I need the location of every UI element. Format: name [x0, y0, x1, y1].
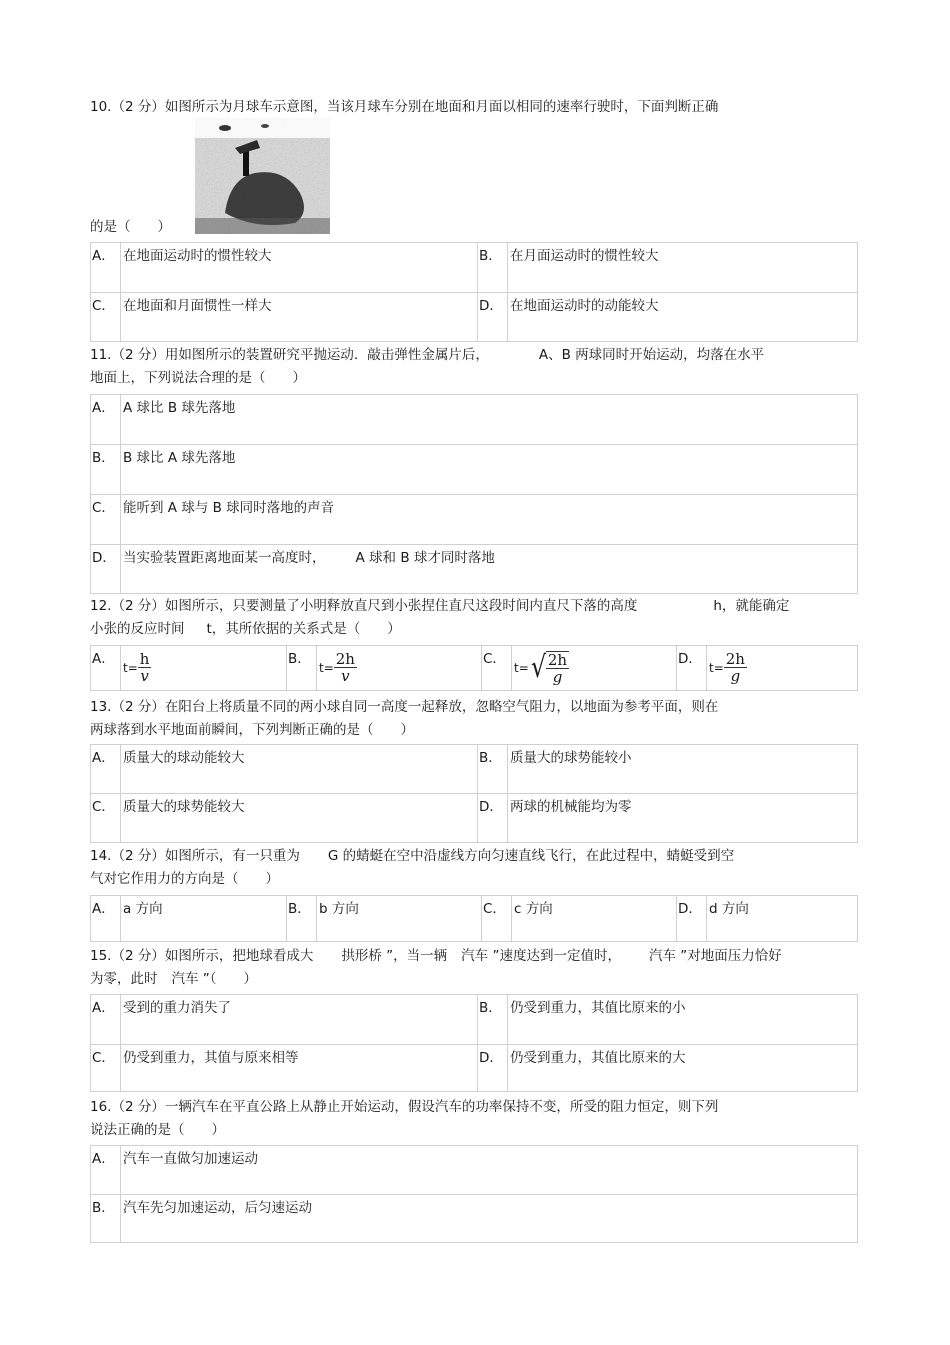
question-15-stem-line2: [90, 968, 858, 991]
numerator: h: [139, 650, 150, 668]
question-15-stem-line1: [90, 945, 858, 968]
option-c[interactable]: 能听到 A 球与 B 球同时落地的声音: [121, 495, 858, 545]
option-label: B．: [287, 896, 317, 942]
option-c[interactable]: c 方向: [512, 896, 677, 942]
option-label: D．: [478, 1045, 508, 1092]
question-12: [90, 595, 858, 641]
denominator: g: [552, 668, 563, 686]
option-label: D．: [677, 646, 707, 691]
denominator: v: [341, 667, 350, 685]
option-label: A．: [91, 646, 121, 691]
stem-part: 汽车 ”对地面压力恰好: [648, 948, 782, 964]
option-label: A．: [91, 243, 121, 293]
question-15-options: [90, 994, 858, 1092]
stem-part: 拱形桥 ”，当一辆: [341, 948, 448, 964]
stem-part: 12.（2 分）如图所示，只要测量了小明释放直尺到小张捏住直尺这段时间内直尺下落的高度: [90, 598, 638, 614]
fraction: [546, 652, 569, 685]
question-14-stem-line1: [90, 845, 858, 868]
stem-part: 汽车 ”速度达到一定值时，: [461, 948, 621, 964]
option-label: D．: [677, 896, 707, 942]
question-10-options: [90, 242, 858, 342]
question-14-stem-line2: 气对它作用力的方向是（ ）: [90, 871, 279, 887]
question-15: [90, 945, 858, 991]
formula-prefix: t=: [319, 660, 334, 675]
option-label: A．: [91, 745, 121, 794]
numerator: 2h: [547, 651, 568, 669]
question-16-options: [90, 1145, 858, 1243]
formula: [709, 651, 747, 684]
option-b[interactable]: b 方向: [317, 896, 482, 942]
option-c[interactable]: [512, 646, 677, 691]
stem-part: t，其所依据的关系式是（ ）: [206, 621, 401, 637]
radical-sign: √: [530, 650, 546, 685]
option-d[interactable]: 两球的机械能均为零: [508, 794, 858, 843]
option-a[interactable]: 质量大的球动能较大: [121, 745, 478, 794]
numerator: 2h: [725, 650, 745, 668]
option-d[interactable]: 仍受到重力，其值比原来的大: [508, 1045, 858, 1092]
square-root: [529, 651, 569, 685]
question-11-stem-line2: 地面上，下列说法合理的是（ ）: [90, 370, 306, 386]
option-b[interactable]: [317, 646, 482, 691]
question-10-stem-line2: 的是（ ）: [90, 219, 171, 235]
question-12-options: [90, 645, 858, 691]
option-text: 当实验装置距离地面某一高度时，: [123, 550, 326, 566]
option-label: A．: [91, 995, 121, 1045]
formula: [319, 651, 357, 684]
fraction: [138, 651, 152, 684]
question-14-options: [90, 895, 858, 942]
option-label: C．: [91, 293, 121, 342]
option-label: A．: [91, 1146, 121, 1195]
option-a[interactable]: [121, 646, 287, 691]
stem-part: A、B 两球同时开始运动，均落在水平: [538, 347, 765, 363]
question-13-stem-line2: 两球落到水平地面前瞬间，下列判断正确的是（ ）: [90, 722, 414, 738]
option-a[interactable]: 在地面运动时的惯性较大: [121, 243, 478, 293]
question-10: [90, 96, 858, 119]
option-b[interactable]: 在月面运动时的惯性较大: [508, 243, 858, 293]
option-label: C．: [91, 794, 121, 843]
stem-part: h，就能确定: [713, 598, 790, 614]
option-label: B．: [478, 995, 508, 1045]
question-12-stem-line1: [90, 595, 858, 618]
option-label: B．: [91, 1195, 121, 1243]
option-c[interactable]: 在地面和月面惯性一样大: [121, 293, 478, 342]
formula: [514, 651, 569, 685]
option-label: C．: [91, 495, 121, 545]
option-d[interactable]: [121, 545, 858, 594]
option-label: D．: [478, 293, 508, 342]
stem-part: 11.（2 分）用如图所示的装置研究平抛运动．敲击弹性金属片后，: [90, 347, 489, 363]
option-b[interactable]: 质量大的球势能较小: [508, 745, 858, 794]
option-b[interactable]: 仍受到重力，其值比原来的小: [508, 995, 858, 1045]
denominator: g: [730, 667, 741, 685]
option-label: A．: [91, 395, 121, 445]
radicand: [546, 651, 569, 685]
option-a[interactable]: a 方向: [121, 896, 287, 942]
question-16-stem-line2: 说法正确的是（ ）: [90, 1122, 225, 1138]
option-label: C．: [482, 646, 512, 691]
question-10-cont: [90, 216, 858, 239]
option-c[interactable]: 仍受到重力，其值与原来相等: [121, 1045, 478, 1092]
denominator: v: [140, 667, 149, 685]
formula-prefix: t=: [123, 660, 138, 675]
question-13: [90, 696, 858, 742]
stem-part: G 的蜻蜓在空中沿虚线方向匀速直线飞行，在此过程中，蜻蜓受到空: [327, 848, 735, 864]
option-c[interactable]: 质量大的球势能较大: [121, 794, 478, 843]
option-d[interactable]: 在地面运动时的动能较大: [508, 293, 858, 342]
option-a[interactable]: 受到的重力消失了: [121, 995, 478, 1045]
formula: [123, 651, 151, 684]
stem-part: 汽车 ”（ ）: [171, 971, 258, 987]
stem-part: 14.（2 分）如图所示，有一只重为: [90, 848, 300, 864]
fraction: [724, 651, 747, 684]
question-11-stem-line1: [90, 344, 858, 367]
stem-part: 为零，此时: [90, 971, 158, 987]
option-label: D．: [478, 794, 508, 843]
stem-part: 小张的反应时间: [90, 621, 185, 637]
numerator: 2h: [335, 650, 355, 668]
option-d[interactable]: [707, 646, 858, 691]
fraction: [334, 651, 357, 684]
formula-prefix: t=: [709, 660, 724, 675]
question-13-options: [90, 744, 858, 843]
option-d[interactable]: d 方向: [707, 896, 858, 942]
question-11-options: [90, 394, 858, 594]
option-label: C．: [91, 1045, 121, 1092]
formula-prefix: t=: [514, 661, 529, 675]
option-label: B．: [287, 646, 317, 691]
option-b[interactable]: B 球比 A 球先落地: [121, 445, 858, 495]
option-b[interactable]: 汽车先匀加速运动，后匀速运动: [121, 1195, 858, 1243]
question-12-stem-line2: [90, 618, 858, 641]
option-label: B．: [478, 243, 508, 293]
option-label: D．: [91, 545, 121, 594]
question-16: [90, 1096, 858, 1142]
option-label: A．: [91, 896, 121, 942]
option-label: B．: [478, 745, 508, 794]
option-label: C．: [482, 896, 512, 942]
question-13-stem-line1: 13.（2 分）在阳台上将质量不同的两小球自同一高度一起释放，忽略空气阻力，以地面为参考平面，则在: [90, 699, 719, 715]
stem-part: 15.（2 分）如图所示，把地球看成大: [90, 948, 314, 964]
question-11: [90, 344, 858, 390]
option-text: A 球和 B 球才同时落地: [355, 550, 495, 566]
question-14: [90, 845, 858, 891]
option-a[interactable]: A 球比 B 球先落地: [121, 395, 858, 445]
question-10-stem-line1: 10.（2 分）如图所示为月球车示意图，当该月球车分别在地面和月面以相同的速率行驶时，下面判断正确: [90, 99, 719, 115]
option-a[interactable]: 汽车一直做匀加速运动: [121, 1146, 858, 1195]
question-16-stem-line1: 16.（2 分）一辆汽车在平直公路上从静止开始运动，假设汽车的功率保持不变，所受的阻力恒定，则下列: [90, 1099, 719, 1115]
option-label: B．: [91, 445, 121, 495]
